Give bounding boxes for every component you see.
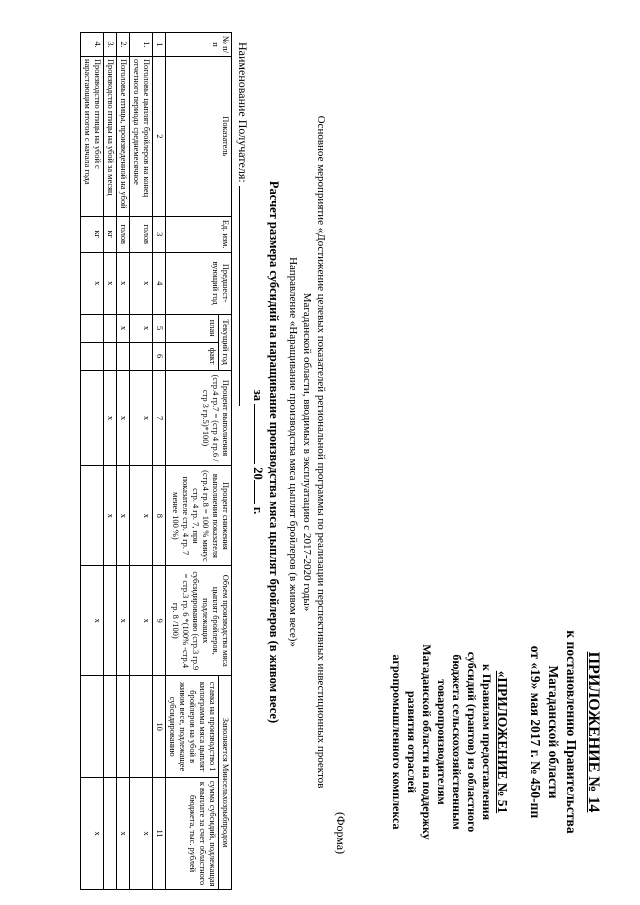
row-num: 3.	[104, 33, 117, 57]
calculation-title	[250, 12, 282, 892]
appendix-title: ПРИЛОЖЕНИЕ № 14	[585, 651, 602, 813]
row-cell[interactable]: х	[81, 252, 104, 314]
row-cell[interactable]: х	[130, 370, 153, 466]
header-prev-year: Предшест-вующий год	[166, 252, 232, 314]
row-cell[interactable]: х	[130, 252, 153, 314]
row-cell[interactable]	[117, 676, 130, 778]
col-number: 5	[153, 314, 166, 342]
row-cell[interactable]: х	[104, 466, 117, 566]
header-sum: сумма субсидий, подлежащая к выплате за счет областного бюджета, тыс. рублей	[166, 778, 219, 890]
sub-header-line: к Правилам предоставления	[480, 663, 494, 821]
sub-header-line: бюджета сельскохозяйственным	[450, 654, 464, 830]
row-cell[interactable]: х	[104, 252, 117, 314]
table-header-row	[219, 33, 232, 890]
header-percent-decrease: Процент снижения выполнения показателя (стр.4 гр.8 = 100 % минус стр. 4 гр. 7, при показателе стр. 4 гр. 7 менее 100 %)	[166, 466, 232, 566]
table-row	[104, 33, 117, 890]
row-unit: голов	[117, 216, 130, 252]
col-number: 6	[153, 342, 166, 370]
column-numbers-row	[153, 33, 166, 890]
col-number: 11	[153, 778, 166, 890]
row-num: 1.	[130, 33, 153, 57]
header-percent-exec: Процент выполнения (стр.4 гр.7 = (стр 4 гр.6 / стр 3 гр.5)*100)	[166, 370, 232, 466]
row-cell[interactable]	[104, 342, 117, 370]
header-fact: факт	[166, 342, 219, 370]
calculation-period	[250, 12, 266, 892]
row-cell[interactable]: х	[117, 370, 130, 466]
sub-header-line: субсидий (грантов) из областного	[465, 651, 479, 833]
row-indicator: Производство птицы на убой с нарастающим итогом с начала года	[81, 56, 104, 216]
document-page	[20, 12, 620, 892]
header-rate: ставка на производство 1 килограмма мяса цыплят бройлеров на убой в живом весе, подлежащее субсидированию	[166, 676, 219, 778]
recipient-row	[235, 42, 252, 406]
row-cell[interactable]: х	[117, 566, 130, 676]
row-cell[interactable]: х	[130, 314, 153, 342]
col-number: 4	[153, 252, 166, 314]
col-number: 1	[153, 33, 166, 57]
table-row	[117, 33, 130, 890]
main-text-line-2: Магаданской области, вводимых в эксплуатацию с 2017-2020 годы»	[301, 292, 313, 612]
row-cell[interactable]	[81, 370, 104, 466]
table-row	[81, 33, 104, 890]
sub-header-line: агропромышленного комплекса	[390, 654, 404, 830]
row-cell[interactable]: х	[81, 566, 104, 676]
row-cell[interactable]	[130, 676, 153, 778]
year-prefix: 20	[251, 467, 265, 480]
row-cell[interactable]: х	[117, 466, 130, 566]
sub-header-line: товаропроизводителям	[435, 679, 449, 805]
row-unit: голов	[130, 216, 153, 252]
header-block	[526, 572, 602, 892]
period-prefix: за	[251, 389, 265, 401]
header-ministry: Заполняется Минсельхозрыбпродом	[219, 676, 232, 890]
header-num: № п/п	[166, 33, 232, 57]
row-cell[interactable]: х	[117, 252, 130, 314]
col-number: 3	[153, 216, 166, 252]
row-num: 4.	[81, 33, 104, 57]
header-indicator: Показатель	[166, 56, 232, 216]
header-current-year: Текущий год	[219, 314, 232, 370]
col-number: 10	[153, 676, 166, 778]
row-cell[interactable]	[117, 342, 130, 370]
row-unit: кг	[104, 216, 117, 252]
header-volume: Объем производства мяса цыплят бройлеров, подлежащих субсидированию (стр.3 гр.9 = стр.3 гр. 6 *(100% -стр.4 гр. 8 /100)	[166, 566, 232, 676]
sub-header-line: Магаданской области на поддержку	[420, 644, 434, 840]
header-unit: Ед. изм.	[166, 216, 232, 252]
row-cell[interactable]	[81, 676, 104, 778]
row-indicator: Поголовье цыплят бройлеров на конец отчетного периода среднемесячное	[130, 56, 153, 216]
col-number: 8	[153, 466, 166, 566]
row-indicator: Поголовье птицы, произведенной на убой	[117, 56, 130, 216]
row-cell[interactable]	[130, 342, 153, 370]
calculation-title-line: Расчет размера субсидий на наращивание производства мяса цыплят бройлеров (в живом весе)	[267, 180, 281, 724]
subsidy-table	[80, 32, 232, 890]
row-cell[interactable]: х	[117, 778, 130, 890]
sub-header-block	[389, 592, 510, 892]
row-cell[interactable]: х	[130, 778, 153, 890]
period-blank[interactable]	[254, 404, 266, 464]
row-cell[interactable]	[104, 314, 117, 342]
row-cell[interactable]	[104, 778, 117, 890]
main-event-text	[286, 12, 328, 892]
row-indicator: Производство птицы на убой за месяц	[104, 56, 117, 216]
row-cell[interactable]: х	[81, 778, 104, 890]
row-cell[interactable]	[81, 314, 104, 342]
year-blank[interactable]	[254, 480, 266, 504]
recipient-blank[interactable]	[239, 186, 252, 406]
period-suffix: г.	[251, 506, 265, 515]
main-text-line-3: Направление «Наращивание производства мяса цыплят бройлеров (в живом весе)»	[287, 257, 299, 647]
row-cell[interactable]	[104, 676, 117, 778]
row-unit: кг	[81, 216, 104, 252]
table-row	[130, 33, 153, 890]
row-cell[interactable]	[104, 566, 117, 676]
row-cell[interactable]: х	[130, 566, 153, 676]
row-cell[interactable]	[81, 342, 104, 370]
row-cell[interactable]: х	[104, 370, 117, 466]
row-num: 2.	[117, 33, 130, 57]
header-line-1: к постановлению Правительства	[564, 630, 579, 834]
header-line-2: Магаданской области	[546, 665, 561, 799]
recipient-label: Наименование Получателя:	[236, 42, 250, 183]
sub-appendix-title: «ПРИЛОЖЕНИЕ № 51	[495, 670, 510, 814]
form-mark: (Форма)	[334, 812, 348, 855]
main-text-line-1: Основное мероприятие «Достижение целевых показателей региональной программы по реализации перспективных инвестиционных проектов	[315, 115, 327, 789]
header-line-3: от «19» мая 2017 г. № 450-пп	[528, 645, 543, 819]
row-cell[interactable]: х	[130, 466, 153, 566]
col-number: 9	[153, 566, 166, 676]
sub-header-line: развития отраслей	[405, 690, 419, 794]
col-number: 7	[153, 370, 166, 466]
col-number: 2	[153, 56, 166, 216]
row-cell[interactable]: х	[117, 314, 130, 342]
row-cell[interactable]	[81, 466, 104, 566]
header-plan: план	[166, 314, 219, 342]
